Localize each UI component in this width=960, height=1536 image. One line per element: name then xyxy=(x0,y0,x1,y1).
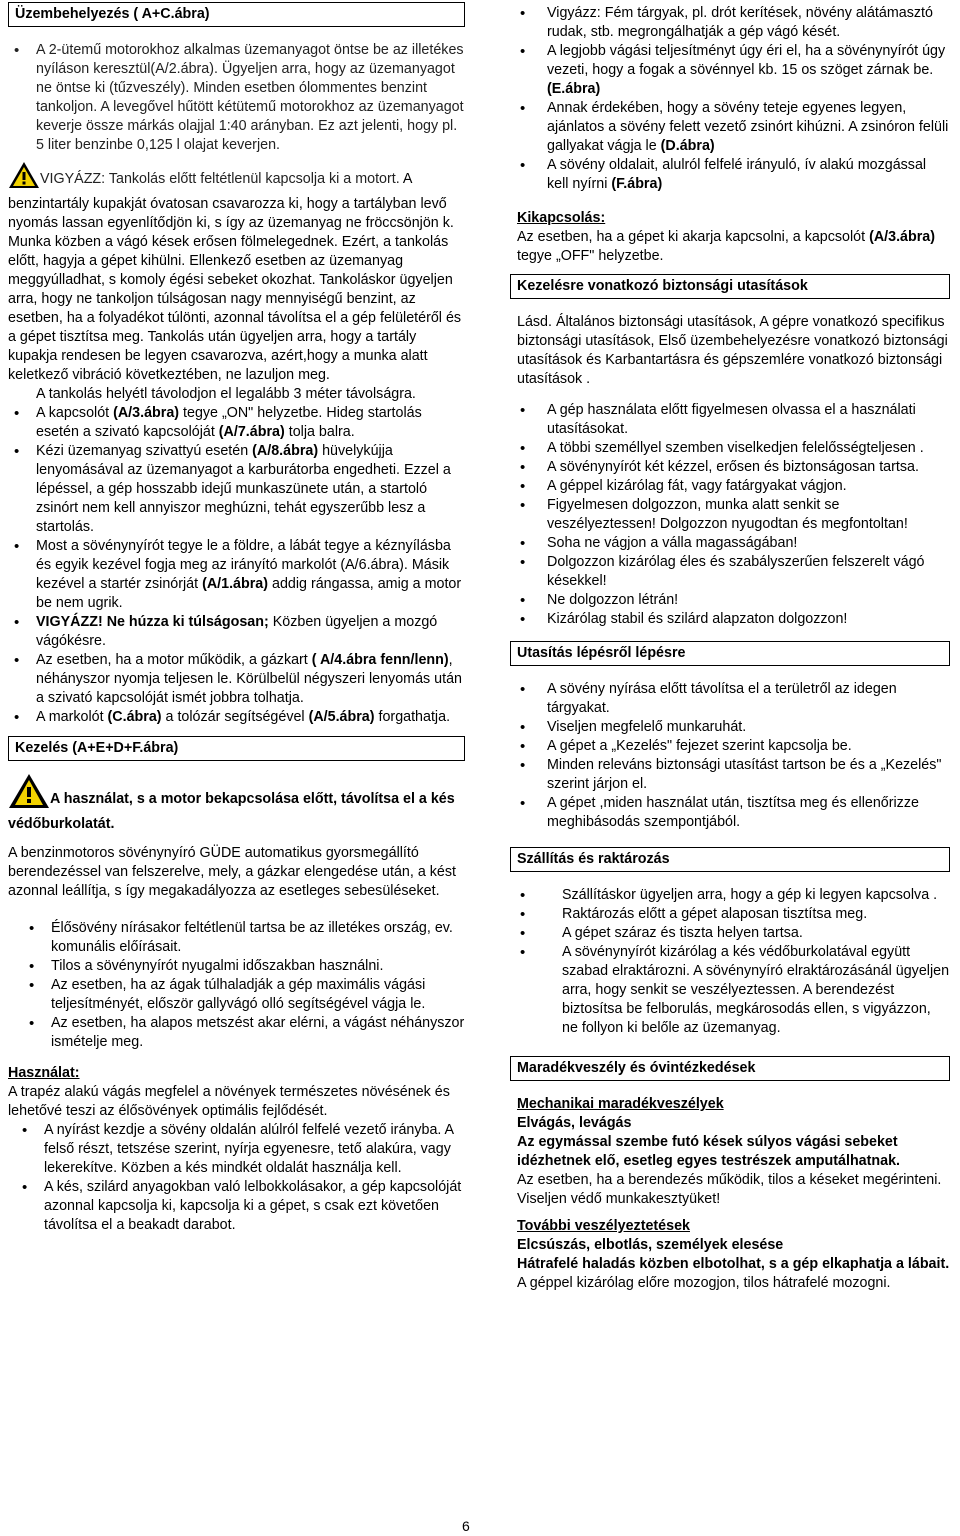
switchoff-heading: Kikapcsolás: xyxy=(517,210,606,226)
list-item: • A gépet száraz és tiszta helyen tartsa. xyxy=(510,924,950,943)
list-item: • A géppel kizárólag fát, vagy fatárgyakat vágjon. xyxy=(510,477,950,496)
operation-list xyxy=(8,919,465,1052)
fuel-list xyxy=(8,41,465,155)
list-item: • Az esetben, ha alapos metszést akar elérni, a vágást néhányszor ismételje meg. xyxy=(23,1014,465,1052)
list-item: • A kés, szilárd anyagokban való lelbokkolásakor, a gép kapcsolóját azonnal kapcsolja ki, kapcsolja ki a gépet, s csak ezt követően távolítsa el a beakadt darabot. xyxy=(16,1178,465,1235)
list-item: • Soha ne vágjon a válla magasságában! xyxy=(510,534,950,553)
safety-heading: Kezelésre vonatkozó biztonsági utasítások xyxy=(510,274,950,299)
list-item: • Figyelmesen dolgozzon, munka alatt senkit se veszélyeztessen! Dolgozzon nyugodtan és megfontoltan! xyxy=(510,496,950,534)
operation-heading: Kezelés (A+E+D+F.ábra) xyxy=(8,736,465,761)
list-item: • Dolgozzon kizárólag éles és szabályszerűen felszerelt vágó késekkel! xyxy=(510,553,950,591)
list-item: • A többi személlyel szemben viselkedjen felelősségteljesen . xyxy=(510,439,950,458)
list-item: • Ne dolgozzon létrán! xyxy=(510,591,950,610)
list-item: • A sövény oldalait, alulról felfelé irányuló, ív alakú mozgással kell nyírni (F.ábra) xyxy=(510,156,950,194)
list-item: • A markolót (C.ábra) a tolózár segítségével (A/5.ábra) forgathatja. xyxy=(8,708,465,727)
list-item: • A 2-ütemű motorokhoz alkalmas üzemanyagot öntse be az illetékes nyíláson keresztül(A/2.ábra). Ügyeljen arra, hogy az üzemanyagot ne öntse ki (tűzveszély). Minden esetben ólommentes benzint tankoljon. A levegővel hűtött kétütemű motorokhoz az üzemanyagot keverje össze márkás olajjal 1:40 arányban. Ez azt jelenti, hogy pl. 5 liter benzinbe 0,125 l olajat keverjen. xyxy=(8,41,465,155)
list-item: • Kézi üzemanyag szivattyú esetén (A/8.ábra) hüvelykújja lenyomásával az üzemanyagot a karburátorba engedheti. Ezzel a lépéssel, a gép hosszabb idejű munkaszünete után, a startoló zsinórt nem kell annyiszor meghúzni, tehát egyszerűbb lesz a startolás. xyxy=(8,442,465,537)
usage-list xyxy=(8,1121,465,1235)
left-column xyxy=(8,0,465,1235)
start-list xyxy=(8,404,465,727)
tips-list xyxy=(510,4,950,194)
steps-heading: Utasítás lépésről lépésre xyxy=(510,641,950,666)
fuel-warning-body: A benzintartály kupakját óvatosan csavarozza ki, hogy a tartályban levő nyomás lassan egyenlítődjön ki, s így az üzemanyag ne fröccsönjön k. Munka közben a vágó kések erősen fölmelegednek. Ezért, a tankolás előtt, hagyja a gépet kihülni. Ellenkező esetben az üzemanyag meggyúlladhat, s komoly égési sebeket okozhat. Tankoláskor ügyeljen arra, hogy ne tankoljon túlságosan nagy mennyiségű benzint, az esetben, ha a folyadékot túlönti, azonnal távolítsa el a gép felületéről és a gépet tisztítsa meg. Tankolás után ügyeljen arra, hogy a tartály kupakja rendesen be legyen csavarozva, azért,hogy a munka alatt keletkező vibráció következtében, ne lazuljon meg. xyxy=(8,171,462,383)
transport-heading: Szállítás és raktározás xyxy=(510,847,950,872)
switchoff-text: Az esetben, ha a gépet ki akarja kapcsolni, a kapcsolót (A/3.ábra) tegye „OFF" helyzetbe. xyxy=(517,229,936,264)
list-item: • Tilos a sövénynyírót nyugalmi időszakban használni. xyxy=(23,957,465,976)
list-item: • A sövénynyírót két kézzel, erősen és biztonságosan tartsa. xyxy=(510,458,950,477)
residual-heading: Maradékveszély és óvintézkedések xyxy=(510,1056,950,1081)
further-heading: További veszélyeztetések xyxy=(517,1218,690,1234)
list-item: • Vigyázz: Fém tárgyak, pl. drót kerítések, növény alátámasztó rudak, stb. megrongálhatják a gép vágó kését. xyxy=(510,4,950,42)
list-item: • A gép használata előtt figyelmesen olvassa el a használati utasításokat. xyxy=(510,401,950,439)
list-item: • Viseljen megfelelő munkaruhát. xyxy=(510,718,950,737)
list-item: • Minden releváns biztonsági utasítást tartson be és a „Kezelés" szerint járjon el. xyxy=(510,756,950,794)
list-item: • A gépet ,miden használat után, tisztítsa meg és ellenőrizze meghibásodás szempontjából. xyxy=(510,794,950,832)
fuel-warning xyxy=(8,161,465,385)
list-item: • A nyírást kezdje a sövény oldalán alúlról felfelé vezető irányba. A felső részt, tetszése szerint, nyírja egyenesre, tető alakúra, vagy lekerekítve. Közben a kés mindkét oldalát használja kell. xyxy=(16,1121,465,1178)
list-item: • A gépet a „Kezelés" fejezet szerint kapcsolja be. xyxy=(510,737,950,756)
transport-list xyxy=(510,886,950,1038)
safety-list xyxy=(510,401,950,629)
warning-triangle-icon xyxy=(8,773,50,815)
list-item: • Élősövény nírásakor feltétlenül tartsa be az illetékes ország, ev. komunális előírásait. xyxy=(23,919,465,957)
steps-list xyxy=(510,680,950,832)
usage-intro: A trapéz alakú vágás megfelel a növények természetes növésének és lehetővé teszi az élősövények optimális fejlődését. xyxy=(8,1084,450,1119)
list-item: • Raktározás előtt a gépet alaposan tisztítsa meg. xyxy=(510,905,950,924)
mechanical-section: Mechanikai maradékveszélyek Elvágás, levágás Az egymással szembe futó kések súlyos vágási sebeket idézhetnek elő, esetleg egyes testrészek amputálhatnak. Az esetben, ha a berendezés működik, tilos a késeket megérinteni. Viseljen védő munkakesztyüket! További veszélyeztetések Elcsúszás, elbotlás, személyek elesése Hátrafelé haladás közben elbotolhat, s a gép elkaphatja a lábait. A géppel kizárólag előre mozogjon, tilos hátrafelé mozogni. xyxy=(517,1096,950,1291)
list-item: • A legjobb vágási teljesítményt úgy éri el, ha a sövénynyírót úgy vezeti, hogy a fogak a sövénnyel kb. 15 os szöget zárnak be. (E.ábra) xyxy=(510,42,950,99)
list-item: • Most a sövénynyírót tegye le a földre, a lábát tegye a kéznyílásba és egyik kezével fogja meg az irányító markolót (A/6.ábra). Másik kezével a startér zsinórját (A/1.ábra) addig rángassa, amig a motor be nem ugrik. xyxy=(8,537,465,613)
list-item: • Annak érdekében, hogy a sövény teteje egyenes legyen, ajánlatos a sövény felett vezető zsinórt kihúzni. A zsinóron felüli gallyakat vágja le (D.ábra) xyxy=(510,99,950,156)
warning-triangle-icon xyxy=(8,161,40,195)
list-item: • Kizárólag stabil és szilárd alapzaton dolgozzon! xyxy=(510,610,950,629)
list-item: • Az esetben, ha az ágak túlhaladják a gép maximális vágási teljesítményét, először gallyvágó olló segítségével vágja le. xyxy=(23,976,465,1014)
fuel-distance: A tankolás helyétl távolodjon el legalább 3 méter távolságra. xyxy=(36,386,416,402)
list-item: • Szállításkor ügyeljen arra, hogy a gép ki legyen kapcsolva . xyxy=(510,886,950,905)
page-number: 6 xyxy=(462,1518,470,1534)
operation-warning: A használat, s a motor bekapcsolása előtt, távolítsa el a kés védőburkolatát. xyxy=(8,773,465,834)
list-item: • A sövénynyírót kizárólag a kés védőburkolatával együtt szabad elraktározni. A sövénynyíró elraktározásánál ügyeljen arra, hogy senkit se veszélyeztessen. A berendezést biztosítsa be felborulás, megkárosodás ellen, s vigyázzon, ne follyon ki belőle az üzemanyag. xyxy=(510,943,950,1038)
list-item: • A sövény nyírása előtt távolítsa el a területről az idegen tárgyakat. xyxy=(510,680,950,718)
usage-heading: Használat: xyxy=(8,1065,80,1081)
operation-intro: A benzinmotoros sövénynyíró GÜDE automatikus gyorsmegállító berendezéssel van felszerelve, mely, a gázkar elengedése után, a kést azonnal leállítja, s így megakadályozza az esetleges sebesüléseket. xyxy=(8,845,456,899)
safety-intro: Lásd. Általános biztonsági utasítások, A gépre vonatkozó specifikus biztonsági utasítások, Első üzembehelyezésre vonatkozó biztonsági utasítások és Karbantartásra és gépszemlére vonatkozó biztonsági utasítások . xyxy=(517,314,948,387)
fuel-warning-lead: VIGYÁZZ: Tankolás előtt feltétlenül kapcsolja ki a motort. xyxy=(40,171,400,187)
list-item: • Az esetben, ha a motor működik, a gázkart ( A/4.ábra fenn/lenn), néhányszor nyomja teljesen le. Körülbelül négyszeri lenyomás után a szivató kapcsolóját ismét jobbra tolhatja. xyxy=(8,651,465,708)
list-item: • A kapcsolót (A/3.ábra) tegye „ON" helyzetbe. Hideg startolás esetén a szivató kapcsolóját (A/7.ábra) tolja balra. xyxy=(8,404,465,442)
list-item: • VIGYÁZZ! Ne húzza ki túlságosan; Közben ügyeljen a mozgó vágókésre. xyxy=(8,613,465,651)
mechanical-heading: Mechanikai maradékveszélyek xyxy=(517,1096,724,1112)
right-column xyxy=(510,0,950,1293)
fuel-heading: Üzembehelyezés ( A+C.ábra) xyxy=(8,2,465,27)
